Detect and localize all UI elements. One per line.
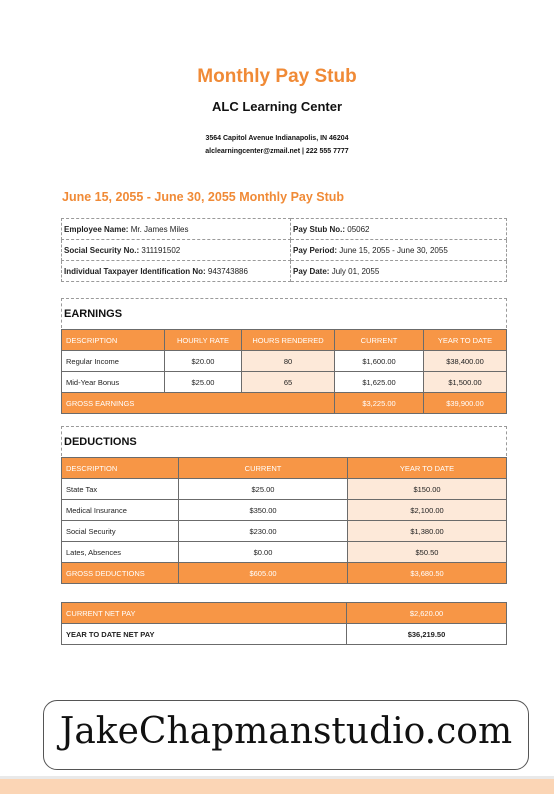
pay-stub-no-value: 05062 — [345, 224, 370, 234]
pay-date-cell — [291, 261, 507, 282]
company-address: 3564 Capitol Avenue Indianapolis, IN 46204 — [205, 135, 349, 142]
gross-earnings-current: $3,225.00 — [335, 393, 424, 414]
earnings-cell: 65 — [242, 372, 335, 393]
employee-name-value: Mr. James Miles — [128, 224, 189, 234]
ytd-net-pay-label: YEAR TO DATE NET PAY — [62, 624, 347, 645]
current-net-pay-label: CURRENT NET PAY — [62, 603, 347, 624]
deductions-cell: $1,380.00 — [348, 521, 507, 542]
gross-earnings-label: GROSS EARNINGS — [62, 393, 335, 414]
earnings-header-current: CURRENT — [335, 330, 424, 351]
deductions-cell: $2,100.00 — [348, 500, 507, 521]
itin-cell — [62, 261, 291, 282]
deductions-cell: Medical Insurance — [62, 500, 179, 521]
earnings-cell: Mid-Year Bonus — [62, 372, 165, 393]
earnings-total-row — [62, 393, 507, 414]
net-pay-table — [61, 602, 507, 645]
pay-stub-no-label: Pay Stub No.: — [293, 224, 346, 234]
employee-name-label: Employee Name: — [64, 224, 129, 234]
table-row — [62, 351, 507, 372]
deductions-cell: $230.00 — [179, 521, 348, 542]
deductions-header-description: DESCRIPTION — [62, 458, 179, 479]
page-bottom-bar — [0, 779, 554, 794]
ssn-label: Social Security No.: — [64, 245, 140, 255]
company-name: ALC Learning Center — [211, 99, 342, 114]
deductions-cell: Lates, Absences — [62, 542, 179, 563]
earnings-cell: 80 — [242, 351, 335, 372]
pay-date-value: July 01, 2055 — [329, 266, 380, 276]
earnings-table — [61, 329, 507, 414]
gross-earnings-ytd: $39,900.00 — [424, 393, 507, 414]
deductions-header-current: CURRENT — [179, 458, 348, 479]
watermark-text: JakeChapmanstudio.com — [59, 711, 513, 752]
pay-date-label: Pay Date: — [293, 266, 330, 276]
deductions-cell: $350.00 — [179, 500, 348, 521]
pay-period-value: June 15, 2055 - June 30, 2055 — [337, 245, 448, 255]
deductions-cell: $50.50 — [348, 542, 507, 563]
ssn-value: 311191502 — [139, 245, 181, 255]
earnings-cell: $20.00 — [165, 351, 242, 372]
gross-deductions-label: GROSS DEDUCTIONS — [62, 563, 179, 584]
pay-period-label: Pay Period: — [293, 245, 338, 255]
earnings-header-ytd: YEAR TO DATE — [424, 330, 507, 351]
deductions-cell: $0.00 — [179, 542, 348, 563]
table-row — [62, 479, 507, 500]
gross-deductions-current: $605.00 — [179, 563, 348, 584]
deductions-header-ytd: YEAR TO DATE — [348, 458, 507, 479]
table-row — [62, 521, 507, 542]
pay-period-cell — [291, 240, 507, 261]
deductions-cell: $25.00 — [179, 479, 348, 500]
earnings-cell: $1,625.00 — [335, 372, 424, 393]
current-net-pay-row — [62, 603, 507, 624]
earnings-cell: $1,500.00 — [424, 372, 507, 393]
deductions-total-row — [62, 563, 507, 584]
current-net-pay-value: $2,620.00 — [347, 603, 507, 624]
pay-stub-no-cell — [291, 219, 507, 240]
earnings-header-hourly-rate: HOURLY RATE — [165, 330, 242, 351]
earnings-cell: $38,400.00 — [424, 351, 507, 372]
company-contact: alclearningcenter@zmail.net | 222 555 7777 — [205, 148, 349, 155]
ytd-net-pay-row — [62, 624, 507, 645]
earnings-title: EARNINGS — [64, 308, 123, 320]
deductions-table — [61, 457, 507, 584]
earnings-cell: Regular Income — [62, 351, 165, 372]
deductions-cell: $150.00 — [348, 479, 507, 500]
employee-name-cell — [62, 219, 291, 240]
ssn-cell — [62, 240, 291, 261]
earnings-header-row — [62, 330, 507, 351]
deductions-cell: Social Security — [62, 521, 179, 542]
table-row — [62, 500, 507, 521]
gross-deductions-ytd: $3,680.50 — [348, 563, 507, 584]
earnings-cell: $1,600.00 — [335, 351, 424, 372]
itin-value: 943743886 — [205, 266, 248, 276]
earnings-header-hours: HOURS RENDERED — [242, 330, 335, 351]
pay-period-heading: June 15, 2055 - June 30, 2055 Monthly Pay Stub — [62, 190, 345, 204]
deductions-cell: State Tax — [62, 479, 179, 500]
deductions-section — [61, 426, 507, 456]
document-title: Monthly Pay Stub — [197, 66, 357, 87]
deductions-header-row — [62, 458, 507, 479]
ytd-net-pay-value: $36,219.50 — [347, 624, 507, 645]
deductions-title: DEDUCTIONS — [64, 436, 137, 448]
earnings-header-description: DESCRIPTION — [62, 330, 165, 351]
watermark-banner — [43, 700, 529, 770]
earnings-section — [61, 298, 507, 328]
employee-info-table — [61, 218, 507, 282]
itin-label: Individual Taxpayer Identification No: — [64, 266, 206, 276]
table-row — [62, 542, 507, 563]
earnings-cell: $25.00 — [165, 372, 242, 393]
table-row — [62, 372, 507, 393]
